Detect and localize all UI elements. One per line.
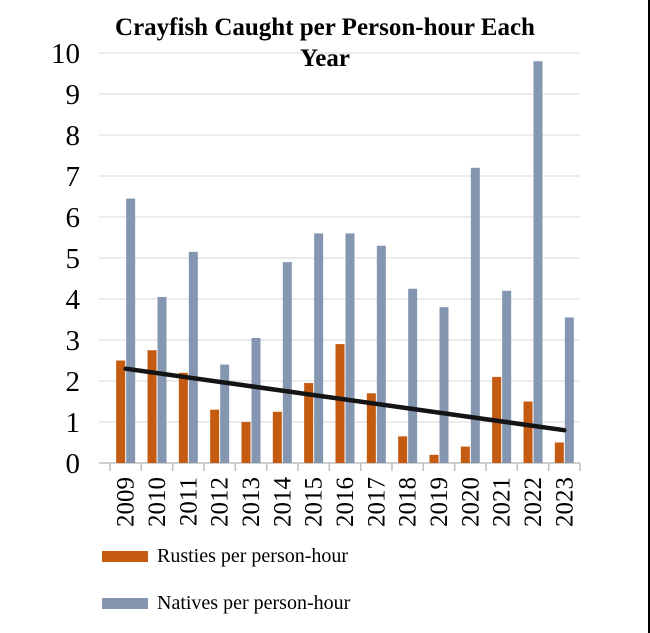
bar-rusties-2018 [398,436,407,463]
y-axis-label: 8 [65,120,80,152]
bar-natives-2009 [126,199,135,463]
bar-natives-2012 [220,365,229,463]
x-axis-label-2021: 2021 [488,476,516,527]
x-axis-label-2019: 2019 [425,477,453,527]
chart-legend [102,545,350,633]
x-axis-label-2022: 2022 [519,477,547,527]
bar-rusties-2009 [116,361,125,464]
bar-natives-2010 [157,297,166,463]
y-axis-label: 5 [65,243,80,275]
legend-item-rusties [102,545,350,567]
y-axis-label: 10 [51,38,80,70]
y-axis-label: 6 [65,202,80,234]
bar-natives-2022 [533,61,542,463]
x-axis-label-2017: 2017 [363,477,391,527]
x-axis-label-2015: 2015 [300,477,328,527]
x-axis-label-2009: 2009 [112,477,140,527]
bar-rusties-2022 [523,402,532,464]
x-axis-label-2014: 2014 [269,477,297,527]
bar-natives-2014 [283,262,292,463]
y-axis-label: 2 [65,366,80,398]
bar-rusties-2019 [429,455,438,463]
x-axis-label-2020: 2020 [457,476,485,527]
x-axis-label-2011: 2011 [175,477,203,527]
bar-natives-2011 [189,252,198,463]
y-axis-label: 9 [65,79,80,111]
bar-rusties-2013 [241,422,250,463]
bar-natives-2019 [439,307,448,463]
bar-natives-2017 [377,246,386,463]
bar-natives-2015 [314,233,323,463]
bar-natives-2018 [408,289,417,463]
bar-rusties-2011 [179,373,188,463]
y-axis-label: 3 [65,325,80,357]
x-axis-label-2016: 2016 [331,477,359,527]
y-axis-label: 4 [65,284,80,316]
legend-item-natives [102,592,350,614]
bar-rusties-2020 [461,447,470,463]
y-axis-label: 0 [65,448,80,480]
bar-natives-2016 [345,233,354,463]
legend-swatch-natives [102,598,148,609]
bar-natives-2013 [251,338,260,463]
chart-title: Crayfish Caught per Person-hour Each Year [115,14,535,72]
legend-swatch-rusties [102,551,148,562]
bar-natives-2023 [565,317,574,463]
x-axis-label-2018: 2018 [394,477,422,527]
x-axis-label-2012: 2012 [206,477,234,527]
legend-label-rusties: Rusties per person-hour [157,544,349,567]
bar-rusties-2010 [147,350,156,463]
x-axis-label-2023: 2023 [551,477,579,527]
bar-rusties-2012 [210,410,219,463]
bar-rusties-2023 [555,443,564,464]
bar-rusties-2014 [273,412,282,463]
y-axis-label: 1 [65,407,80,439]
x-axis-label-2013: 2013 [237,477,265,527]
x-axis-label-2010: 2010 [143,477,171,527]
y-axis-label: 7 [65,161,80,193]
legend-label-natives: Natives per person-hour [157,591,351,614]
bar-natives-2021 [502,291,511,463]
bar-rusties-2016 [335,344,344,463]
